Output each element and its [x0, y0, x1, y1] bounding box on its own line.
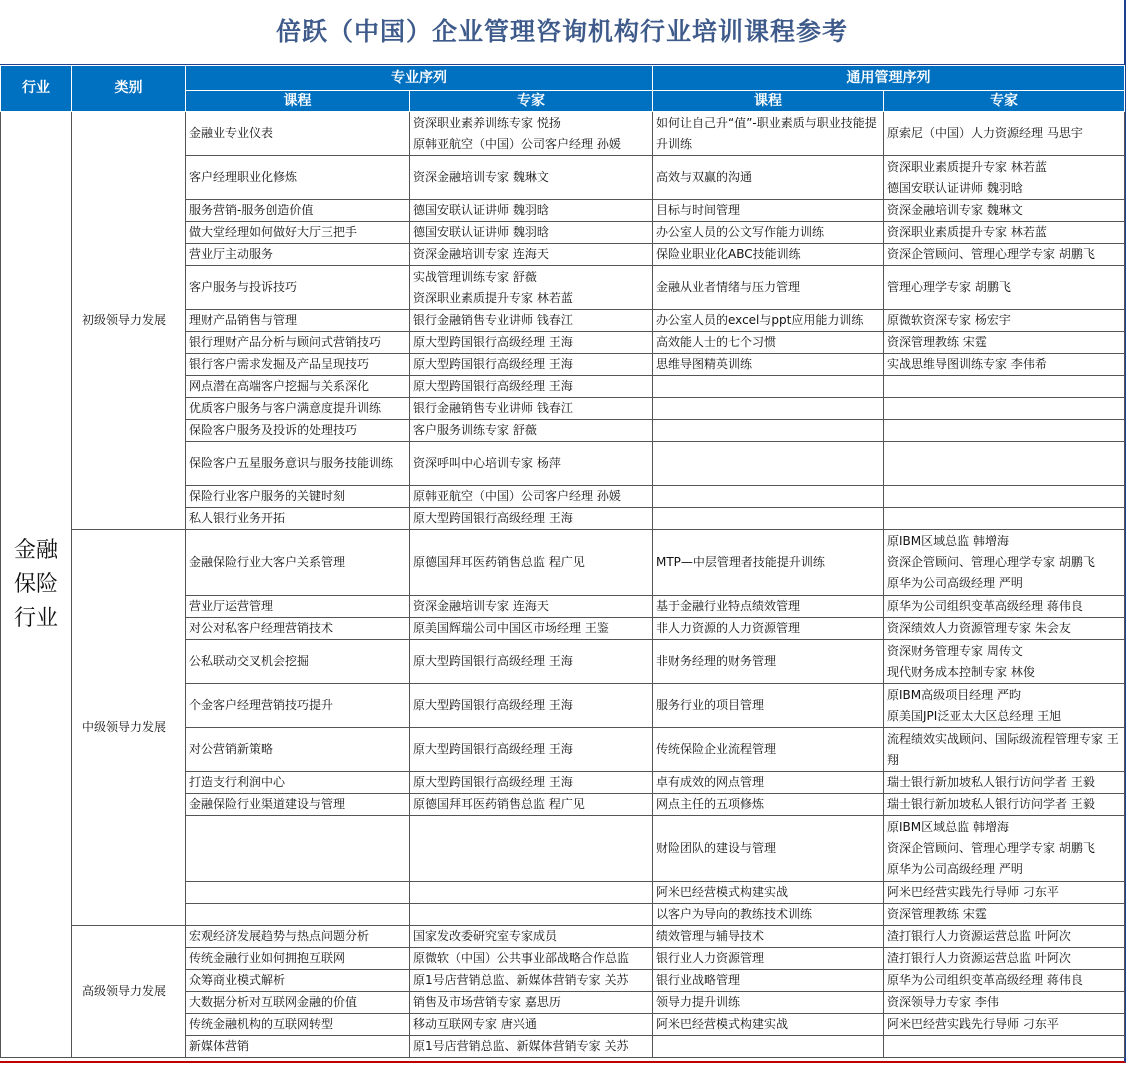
expert-line: 客户服务训练专家 舒薇: [413, 423, 537, 437]
expert-line: 原华为公司高级经理 严明: [887, 862, 1023, 876]
gen-course-cell: 非人力资源的人力资源管理: [653, 618, 884, 640]
expert-line: 原大型跨国银行高级经理 王海: [413, 511, 573, 525]
gen-course-cell: 卓有成效的网点管理: [653, 772, 884, 794]
pro-expert-cell: [410, 398, 653, 420]
pro-course-cell: 大数据分析对互联网金融的价值: [186, 992, 410, 1014]
pro-course-cell: [186, 816, 410, 882]
header-course: 课程: [186, 91, 410, 112]
expert-line: 原大型跨国银行高级经理 王海: [413, 357, 573, 371]
pro-expert-cell: [410, 112, 653, 156]
expert-line: 资深金融培训专家 魏琳文: [887, 203, 1023, 217]
expert-line: 阿米巴经营实践先行导师 刁东平: [887, 1017, 1059, 1031]
expert-line: 资深职业素质提升专家 林若蓝: [887, 225, 1047, 239]
header-course: 课程: [653, 91, 884, 112]
expert-line: 资深职业素养训练专家 悦扬: [413, 115, 561, 130]
gen-expert-cell: [884, 640, 1125, 684]
pro-expert-cell: [410, 684, 653, 728]
pro-course-cell: 客户经理职业化修炼: [186, 156, 410, 200]
expert-line: 原大型跨国银行高级经理 王海: [413, 742, 573, 756]
header-expert: 专家: [884, 91, 1125, 112]
pro-course-cell: 私人银行业务开拓: [186, 508, 410, 530]
gen-course-cell: 金融从业者情绪与压力管理: [653, 266, 884, 310]
pro-course-cell: 保险客户五星服务意识与服务技能训练: [186, 442, 410, 486]
gen-expert-cell: [884, 948, 1125, 970]
pro-expert-cell: [410, 442, 653, 486]
expert-line: 资深管理教练 宋霆: [887, 907, 987, 921]
pro-expert-cell: [410, 354, 653, 376]
gen-expert-cell: [884, 508, 1125, 530]
expert-line: 现代财务成本控制专家 林俊: [887, 664, 1035, 679]
header-industry: 行业: [1, 66, 72, 112]
expert-line: 阿米巴经营实践先行导师 刁东平: [887, 885, 1059, 899]
header-professional: 专业序列: [186, 66, 653, 91]
pro-expert-cell: [410, 618, 653, 640]
expert-line: 原微软资深专家 杨宏宇: [887, 313, 1011, 327]
expert-line: 资深绩效人力资源管理专家 朱会友: [887, 621, 1071, 635]
gen-expert-cell: [884, 684, 1125, 728]
pro-expert-cell: [410, 640, 653, 684]
pro-course-cell: 对公对私客户经理营销技术: [186, 618, 410, 640]
pro-course-cell: [186, 882, 410, 904]
pro-course-cell: 传统金融行业如何拥抱互联网: [186, 948, 410, 970]
gen-expert-cell: [884, 112, 1125, 156]
pro-expert-cell: [410, 882, 653, 904]
pro-expert-cell: [410, 1036, 653, 1058]
pro-expert-cell: [410, 156, 653, 200]
pro-course-cell: 宏观经济发展趋势与热点问题分析: [186, 926, 410, 948]
gen-course-cell: 保险业职业化ABC技能训练: [653, 244, 884, 266]
gen-course-cell: 办公室人员的公文写作能力训练: [653, 222, 884, 244]
pro-expert-cell: [410, 794, 653, 816]
pro-course-cell: 银行理财产品分析与顾问式营销技巧: [186, 332, 410, 354]
gen-expert-cell: [884, 772, 1125, 794]
gen-expert-cell: [884, 266, 1125, 310]
expert-line: 资深管理教练 宋霆: [887, 335, 987, 349]
gen-expert-cell: [884, 442, 1125, 486]
gen-expert-cell: [884, 156, 1125, 200]
course-table: [0, 65, 1125, 1058]
expert-line: 原德国拜耳医药销售总监 程广见: [413, 555, 585, 569]
expert-line: 移动互联网专家 唐兴通: [413, 1017, 537, 1031]
gen-course-cell: 服务行业的项目管理: [653, 684, 884, 728]
gen-course-cell: 阿米巴经营模式构建实战: [653, 882, 884, 904]
expert-line: 资深企管顾问、管理心理学专家 胡鹏飞: [887, 247, 1095, 261]
category-cell: 初级领导力发展: [72, 112, 186, 530]
expert-line: 原韩亚航空（中国）公司客户经理 孙媛: [413, 489, 621, 503]
pro-course-cell: 金融保险行业渠道建设与管理: [186, 794, 410, 816]
gen-course-cell: 绩效管理与辅导技术: [653, 926, 884, 948]
pro-course-cell: 金融业专业仪表: [186, 112, 410, 156]
expert-line: 原华为公司高级经理 严明: [887, 576, 1023, 590]
pro-course-cell: 众筹商业模式解析: [186, 970, 410, 992]
expert-line: 渣打银行人力资源运营总监 叶阿次: [887, 951, 1071, 965]
pro-expert-cell: [410, 948, 653, 970]
expert-line: 实战思维导图训练专家 李伟希: [887, 357, 1047, 371]
category-cell: 中级领导力发展: [72, 530, 186, 926]
gen-course-cell: [653, 508, 884, 530]
pro-expert-cell: [410, 530, 653, 596]
pro-course-cell: 优质客户服务与客户满意度提升训练: [186, 398, 410, 420]
pro-expert-cell: [410, 596, 653, 618]
pro-expert-cell: [410, 222, 653, 244]
gen-expert-cell: [884, 332, 1125, 354]
pro-expert-cell: [410, 970, 653, 992]
gen-expert-cell: [884, 398, 1125, 420]
gen-expert-cell: [884, 596, 1125, 618]
gen-expert-cell: [884, 486, 1125, 508]
pro-course-cell: 营业厅主动服务: [186, 244, 410, 266]
expert-line: 资深金融培训专家 连海天: [413, 599, 549, 613]
expert-line: 原微软（中国）公共事业部战略合作总监: [413, 951, 630, 965]
expert-line: 瑞士银行新加坡私人银行访问学者 王毅: [887, 797, 1095, 811]
pro-expert-cell: [410, 1014, 653, 1036]
expert-line: 德国安联认证讲师 魏羽晗: [887, 180, 1023, 195]
pro-course-cell: [186, 904, 410, 926]
table-row: [1, 112, 1125, 156]
expert-line: 原美国辉瑞公司中国区市场经理 王鉴: [413, 621, 609, 635]
gen-expert-cell: [884, 530, 1125, 596]
expert-line: 原大型跨国银行高级经理 王海: [413, 335, 573, 349]
expert-line: 原华为公司组织变革高级经理 蒋伟良: [887, 599, 1083, 613]
pro-expert-cell: [410, 244, 653, 266]
expert-line: 渣打银行人力资源运营总监 叶阿次: [887, 929, 1071, 943]
gen-course-cell: 以客户为导向的教练技术训练: [653, 904, 884, 926]
gen-course-cell: [653, 1036, 884, 1058]
gen-course-cell: 财险团队的建设与管理: [653, 816, 884, 882]
expert-line: 原1号店营销总监、新媒体营销专家 关苏: [413, 973, 629, 987]
pro-course-cell: 银行客户需求发掘及产品呈现技巧: [186, 354, 410, 376]
expert-line: 原韩亚航空（中国）公司客户经理 孙媛: [413, 136, 621, 151]
gen-course-cell: [653, 420, 884, 442]
expert-line: 原IBM区域总监 韩增海: [887, 534, 1009, 548]
pro-course-cell: 服务营销-服务创造价值: [186, 200, 410, 222]
pro-course-cell: 营业厅运营管理: [186, 596, 410, 618]
expert-line: 原IBM区域总监 韩增海: [887, 820, 1009, 834]
gen-expert-cell: [884, 222, 1125, 244]
expert-line: 资深金融培训专家 魏琳文: [413, 170, 549, 184]
expert-line: 原索尼（中国）人力资源经理 马思宇: [887, 126, 1083, 140]
pro-expert-cell: [410, 486, 653, 508]
gen-expert-cell: [884, 200, 1125, 222]
pro-course-cell: 保险行业客户服务的关键时刻: [186, 486, 410, 508]
gen-course-cell: 传统保险企业流程管理: [653, 728, 884, 772]
expert-line: 流程绩效实战顾问、国际级流程管理专家 王翔: [887, 731, 1119, 767]
pro-course-cell: 新媒体营销: [186, 1036, 410, 1058]
pro-expert-cell: [410, 728, 653, 772]
gen-expert-cell: [884, 420, 1125, 442]
gen-expert-cell: [884, 904, 1125, 926]
pro-course-cell: 金融保险行业大客户关系管理: [186, 530, 410, 596]
pro-expert-cell: [410, 816, 653, 882]
gen-course-cell: 思维导图精英训练: [653, 354, 884, 376]
gen-course-cell: 非财务经理的财务管理: [653, 640, 884, 684]
gen-expert-cell: [884, 1014, 1125, 1036]
expert-line: 银行金融销售专业讲师 钱春江: [413, 401, 573, 415]
gen-expert-cell: [884, 244, 1125, 266]
expert-line: 资深企管顾问、管理心理学专家 胡鹏飞: [887, 841, 1095, 855]
pro-course-cell: 个金客户经理营销技巧提升: [186, 684, 410, 728]
expert-line: 瑞士银行新加坡私人银行访问学者 王毅: [887, 775, 1095, 789]
expert-line: 国家发改委研究室专家成员: [413, 929, 558, 943]
gen-course-cell: 银行业人力资源管理: [653, 948, 884, 970]
gen-course-cell: [653, 486, 884, 508]
pro-course-cell: 理财产品销售与管理: [186, 310, 410, 332]
pro-course-cell: 客户服务与投诉技巧: [186, 266, 410, 310]
gen-course-cell: [653, 376, 884, 398]
expert-line: 管理心理学专家 胡鹏飞: [887, 280, 1011, 294]
pro-expert-cell: [410, 200, 653, 222]
expert-line: 资深呼叫中心培训专家 杨萍: [413, 456, 561, 470]
table-row: [1, 926, 1125, 948]
pro-expert-cell: [410, 310, 653, 332]
gen-expert-cell: [884, 310, 1125, 332]
pro-expert-cell: [410, 420, 653, 442]
pro-expert-cell: [410, 926, 653, 948]
pro-course-cell: 打造支行利润中心: [186, 772, 410, 794]
gen-expert-cell: [884, 992, 1125, 1014]
gen-course-cell: 高效能人士的七个习惯: [653, 332, 884, 354]
expert-line: 原1号店营销总监、新媒体营销专家 关苏: [413, 1039, 629, 1053]
page-title: 倍跃（中国）企业管理咨询机构行业培训课程参考: [0, 0, 1124, 65]
gen-course-cell: [653, 442, 884, 486]
expert-line: 资深职业素质提升专家 林若蓝: [887, 159, 1047, 174]
expert-line: 原德国拜耳医药销售总监 程广见: [413, 797, 585, 811]
pro-expert-cell: [410, 992, 653, 1014]
expert-line: 资深领导力专家 李伟: [887, 995, 999, 1009]
gen-expert-cell: [884, 354, 1125, 376]
gen-expert-cell: [884, 816, 1125, 882]
expert-line: 原IBM高级项目经理 严昀: [887, 687, 1021, 702]
expert-line: 原华为公司组织变革高级经理 蒋伟良: [887, 973, 1083, 987]
gen-course-cell: MTP—中层管理者技能提升训练: [653, 530, 884, 596]
expert-line: 资深财务管理专家 周传文: [887, 643, 1023, 658]
gen-course-cell: 领导力提升训练: [653, 992, 884, 1014]
gen-course-cell: 基于金融行业特点绩效管理: [653, 596, 884, 618]
expert-line: 原大型跨国银行高级经理 王海: [413, 775, 573, 789]
expert-line: 销售及市场营销专家 嘉思历: [413, 995, 561, 1009]
gen-course-cell: 网点主任的五项修炼: [653, 794, 884, 816]
gen-course-cell: 办公室人员的excel与ppt应用能力训练: [653, 310, 884, 332]
pro-expert-cell: [410, 904, 653, 926]
pro-expert-cell: [410, 376, 653, 398]
industry-cell: 金融保险行业: [1, 112, 72, 1058]
gen-expert-cell: [884, 882, 1125, 904]
pro-expert-cell: [410, 772, 653, 794]
pro-course-cell: 保险客户服务及投诉的处理技巧: [186, 420, 410, 442]
expert-line: 资深职业素质提升专家 林若蓝: [413, 290, 573, 305]
gen-expert-cell: [884, 618, 1125, 640]
expert-line: 实战管理训练专家 舒薇: [413, 269, 537, 284]
pro-course-cell: 对公营销新策略: [186, 728, 410, 772]
expert-line: 资深企管顾问、管理心理学专家 胡鹏飞: [887, 555, 1095, 569]
expert-line: 原大型跨国银行高级经理 王海: [413, 379, 573, 393]
gen-course-cell: 银行业战略管理: [653, 970, 884, 992]
category-cell: 高级领导力发展: [72, 926, 186, 1058]
pro-expert-cell: [410, 332, 653, 354]
expert-line: 银行金融销售专业讲师 钱春江: [413, 313, 573, 327]
pro-course-cell: 传统金融机构的互联网转型: [186, 1014, 410, 1036]
pro-expert-cell: [410, 266, 653, 310]
expert-line: 原大型跨国银行高级经理 王海: [413, 654, 573, 668]
expert-line: 资深金融培训专家 连海天: [413, 247, 549, 261]
gen-course-cell: 目标与时间管理: [653, 200, 884, 222]
pro-course-cell: 做大堂经理如何做好大厅三把手: [186, 222, 410, 244]
gen-expert-cell: [884, 728, 1125, 772]
pro-course-cell: 网点潜在高端客户挖掘与关系深化: [186, 376, 410, 398]
gen-expert-cell: [884, 970, 1125, 992]
gen-expert-cell: [884, 794, 1125, 816]
gen-course-cell: 高效与双赢的沟通: [653, 156, 884, 200]
table-row: [1, 530, 1125, 596]
gen-expert-cell: [884, 926, 1125, 948]
pro-expert-cell: [410, 508, 653, 530]
gen-course-cell: [653, 398, 884, 420]
expert-line: 德国安联认证讲师 魏羽晗: [413, 225, 549, 239]
pro-course-cell: 公私联动交叉机会挖掘: [186, 640, 410, 684]
gen-expert-cell: [884, 1036, 1125, 1058]
expert-line: 原大型跨国银行高级经理 王海: [413, 698, 573, 712]
header-expert: 专家: [410, 91, 653, 112]
header-general: 通用管理序列: [653, 66, 1125, 91]
gen-expert-cell: [884, 376, 1125, 398]
expert-line: 原美国JPI泛亚太大区总经理 王旭: [887, 708, 1062, 723]
header-category: 类别: [72, 66, 186, 112]
gen-course-cell: 如何让自己升“值”-职业素质与职业技能提升训练: [653, 112, 884, 156]
expert-line: 德国安联认证讲师 魏羽晗: [413, 203, 549, 217]
gen-course-cell: 阿米巴经营模式构建实战: [653, 1014, 884, 1036]
